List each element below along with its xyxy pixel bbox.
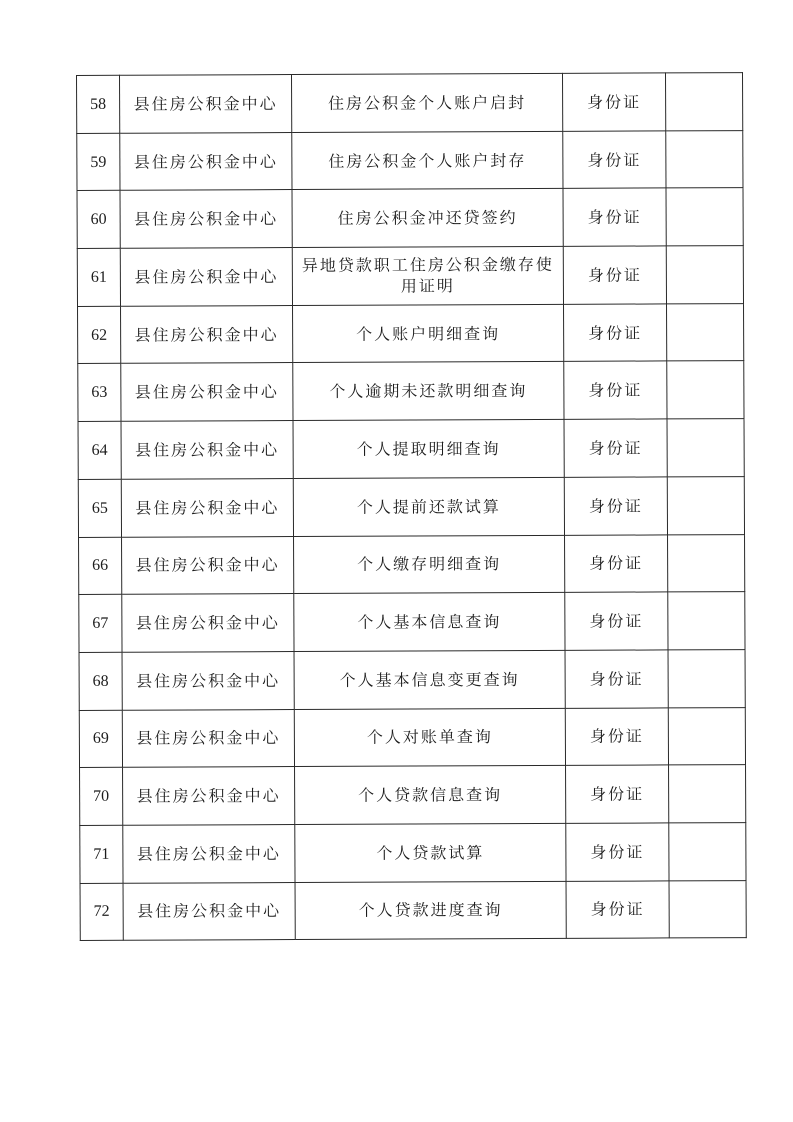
table-row bbox=[80, 880, 746, 941]
remarks-cell bbox=[667, 303, 744, 361]
required-material-cell: 身份证 bbox=[565, 592, 668, 650]
services-table bbox=[76, 72, 747, 941]
row-number: 58 bbox=[77, 75, 120, 133]
remarks-cell bbox=[667, 361, 744, 419]
department-cell: 县住房公积金中心 bbox=[122, 651, 294, 709]
row-number: 72 bbox=[80, 883, 123, 941]
required-material-cell: 身份证 bbox=[566, 881, 669, 939]
row-number: 67 bbox=[79, 594, 122, 652]
remarks-cell bbox=[669, 823, 746, 881]
department-cell: 县住房公积金中心 bbox=[123, 882, 295, 940]
department-cell: 县住房公积金中心 bbox=[120, 132, 292, 190]
table-row bbox=[80, 765, 746, 826]
remarks-cell bbox=[666, 246, 743, 304]
department-cell: 县住房公积金中心 bbox=[123, 767, 295, 825]
row-number: 64 bbox=[78, 421, 121, 479]
remarks-cell bbox=[669, 880, 746, 938]
required-material-cell: 身份证 bbox=[564, 477, 667, 535]
required-material-cell: 身份证 bbox=[565, 534, 668, 592]
table-row bbox=[79, 534, 745, 595]
table-row bbox=[77, 73, 743, 134]
row-number: 71 bbox=[80, 825, 123, 883]
remarks-cell bbox=[668, 592, 745, 650]
remarks-cell bbox=[669, 765, 746, 823]
row-number: 66 bbox=[79, 537, 122, 595]
department-cell: 县住房公积金中心 bbox=[120, 248, 292, 306]
required-material-cell: 身份证 bbox=[564, 361, 667, 419]
required-material-cell: 身份证 bbox=[563, 188, 666, 246]
row-number: 68 bbox=[79, 652, 122, 710]
row-number: 61 bbox=[77, 248, 120, 306]
department-cell: 县住房公积金中心 bbox=[122, 594, 294, 652]
remarks-cell bbox=[668, 707, 745, 765]
row-number: 60 bbox=[77, 191, 120, 249]
table-row bbox=[78, 303, 744, 364]
required-material-cell: 身份证 bbox=[565, 650, 668, 708]
table-row bbox=[77, 188, 743, 249]
department-cell: 县住房公积金中心 bbox=[120, 190, 292, 248]
table-row bbox=[80, 823, 746, 884]
services-table-body bbox=[77, 73, 747, 941]
service-item-cell: 个人账户明细查询 bbox=[293, 304, 564, 363]
department-cell: 县住房公积金中心 bbox=[121, 363, 293, 421]
table-row bbox=[78, 476, 744, 537]
service-item-cell: 个人提取明细查询 bbox=[293, 419, 564, 478]
department-cell: 县住房公积金中心 bbox=[120, 75, 292, 133]
table-row bbox=[79, 649, 745, 710]
department-cell: 县住房公积金中心 bbox=[121, 478, 293, 536]
remarks-cell bbox=[667, 419, 744, 477]
required-material-cell: 身份证 bbox=[566, 823, 669, 881]
service-item-cell: 个人贷款进度查询 bbox=[295, 881, 566, 940]
service-item-cell: 个人对账单查询 bbox=[294, 708, 565, 767]
remarks-cell bbox=[667, 476, 744, 534]
table-row bbox=[79, 707, 745, 768]
required-material-cell: 身份证 bbox=[565, 707, 668, 765]
required-material-cell: 身份证 bbox=[564, 304, 667, 362]
department-cell: 县住房公积金中心 bbox=[122, 709, 294, 767]
remarks-cell bbox=[665, 73, 742, 131]
required-material-cell: 身份证 bbox=[562, 73, 665, 131]
service-item-cell: 个人基本信息查询 bbox=[294, 593, 565, 652]
table-row bbox=[77, 130, 743, 191]
department-cell: 县住房公积金中心 bbox=[123, 824, 295, 882]
table-row bbox=[78, 419, 744, 480]
row-number: 59 bbox=[77, 133, 120, 191]
service-item-cell: 个人贷款信息查询 bbox=[295, 766, 566, 825]
service-item-cell: 住房公积金个人账户启封 bbox=[292, 73, 563, 132]
service-item-cell: 异地贷款职工住房公积金缴存使用证明 bbox=[292, 246, 563, 305]
service-item-cell: 个人贷款试算 bbox=[295, 823, 566, 882]
remarks-cell bbox=[666, 130, 743, 188]
service-item-cell: 个人提前还款试算 bbox=[293, 477, 564, 536]
service-item-cell: 个人缴存明细查询 bbox=[294, 535, 565, 594]
required-material-cell: 身份证 bbox=[563, 131, 666, 189]
service-item-cell: 住房公积金个人账户封存 bbox=[292, 131, 563, 190]
department-cell: 县住房公积金中心 bbox=[121, 421, 293, 479]
row-number: 65 bbox=[78, 479, 121, 537]
table-row bbox=[79, 592, 745, 653]
remarks-cell bbox=[668, 534, 745, 592]
service-item-cell: 住房公积金冲还贷签约 bbox=[292, 189, 563, 248]
table-row bbox=[78, 361, 744, 422]
department-cell: 县住房公积金中心 bbox=[121, 305, 293, 363]
remarks-cell bbox=[666, 188, 743, 246]
row-number: 69 bbox=[79, 710, 122, 768]
table-row bbox=[77, 246, 743, 307]
required-material-cell: 身份证 bbox=[563, 246, 666, 304]
required-material-cell: 身份证 bbox=[566, 765, 669, 823]
service-item-cell: 个人基本信息变更查询 bbox=[294, 650, 565, 709]
remarks-cell bbox=[668, 649, 745, 707]
department-cell: 县住房公积金中心 bbox=[122, 536, 294, 594]
required-material-cell: 身份证 bbox=[564, 419, 667, 477]
row-number: 63 bbox=[78, 364, 121, 422]
row-number: 70 bbox=[80, 768, 123, 826]
service-item-cell: 个人逾期未还款明细查询 bbox=[293, 362, 564, 421]
row-number: 62 bbox=[78, 306, 121, 364]
